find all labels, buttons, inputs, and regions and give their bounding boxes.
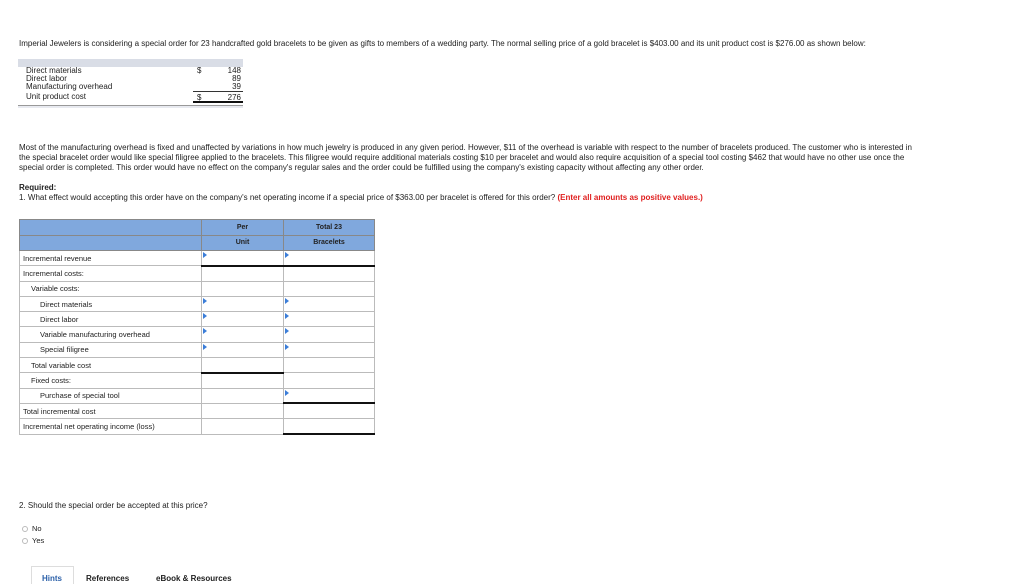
input-per-unit[interactable] — [202, 403, 284, 418]
table-row: Variable manufacturing overhead — [20, 327, 375, 342]
option-yes[interactable]: Yes — [22, 536, 44, 545]
intro-text: Imperial Jewelers is considering a special order for 23 handcrafted gold bracelets to be given as gifts to members of a wedding party. The normal selling price of a gold bracelet is $403.00 and its unit product cost is $276.00 as shown below: — [19, 39, 866, 48]
radio-icon[interactable] — [22, 538, 28, 544]
input-total[interactable] — [284, 388, 375, 403]
header-total-2: Bracelets — [284, 235, 375, 251]
input-total[interactable] — [284, 358, 375, 373]
input-per-unit[interactable] — [202, 312, 284, 327]
tab-references[interactable]: References — [86, 574, 130, 583]
cost-row: Manufacturing overhead 39 — [26, 82, 241, 91]
header-per-unit-2: Unit — [202, 235, 284, 251]
input-total[interactable] — [284, 327, 375, 342]
question-1: 1. What effect would accepting this order have on the company's net operating income if a special price of $363.00 per bracelet is offered for this order? (Enter all amounts as positive values.) — [19, 193, 703, 202]
input-per-unit[interactable] — [202, 419, 284, 434]
cost-total-row: Unit product cost $ 276 — [26, 92, 241, 102]
question-2: 2. Should the special order be accepted at this price? — [19, 501, 208, 510]
table-row: Variable costs: — [20, 281, 375, 296]
header-total: Total 23 — [284, 220, 375, 236]
instruction-note: (Enter all amounts as positive values.) — [557, 193, 703, 202]
table-row: Incremental costs: — [20, 266, 375, 281]
table-row: Incremental net operating income (loss) — [20, 419, 375, 434]
input-per-unit[interactable] — [202, 251, 284, 266]
option-no[interactable]: No — [22, 524, 42, 533]
input-total[interactable] — [284, 251, 375, 266]
tab-ebook-resources[interactable]: eBook & Resources — [156, 574, 232, 583]
input-total[interactable] — [284, 296, 375, 311]
input-per-unit[interactable] — [202, 358, 284, 373]
answer-table — [19, 219, 375, 435]
input-per-unit[interactable] — [202, 327, 284, 342]
radio-icon[interactable] — [22, 526, 28, 532]
cost-row: Direct labor 89 — [26, 74, 241, 83]
required-heading: Required: — [19, 183, 57, 192]
table-row: Purchase of special tool — [20, 388, 375, 403]
table-row: Special filigree — [20, 342, 375, 357]
tab-hints[interactable]: Hints — [42, 574, 62, 583]
header-per-unit: Per — [202, 220, 284, 236]
input-total[interactable] — [284, 403, 375, 418]
table-row: Total incremental cost — [20, 403, 375, 418]
unit-cost-table — [18, 59, 243, 108]
table-row: Direct labor — [20, 312, 375, 327]
table-row: Direct materials — [20, 296, 375, 311]
paragraph-line: the special bracelet order would like special filigree applied to the bracelets. This filigree would require additional materials costing $10 per bracelet and would also require acquisition of a special tool costing $462 that would have no other use once the — [19, 153, 905, 162]
table-row: Total variable cost — [20, 358, 375, 373]
input-per-unit[interactable] — [202, 296, 284, 311]
table-row: Fixed costs: — [20, 373, 375, 388]
table-row: Incremental revenue — [20, 251, 375, 266]
input-total[interactable] — [284, 419, 375, 434]
paragraph-line: Most of the manufacturing overhead is fixed and unaffected by variations in how much jewelry is produced in any given period. However, $11 of the overhead is variable with respect to the number of bracelets produced. The customer who is interested in — [19, 143, 912, 152]
input-total[interactable] — [284, 312, 375, 327]
paragraph-line: special order is completed. This order would have no effect on the company's regular sales and the order could be fulfilled using the company's existing capacity without affecting any other order. — [19, 163, 704, 172]
input-per-unit[interactable] — [202, 342, 284, 357]
input-total[interactable] — [284, 342, 375, 357]
cost-row: Direct materials $ 148 — [26, 66, 241, 75]
